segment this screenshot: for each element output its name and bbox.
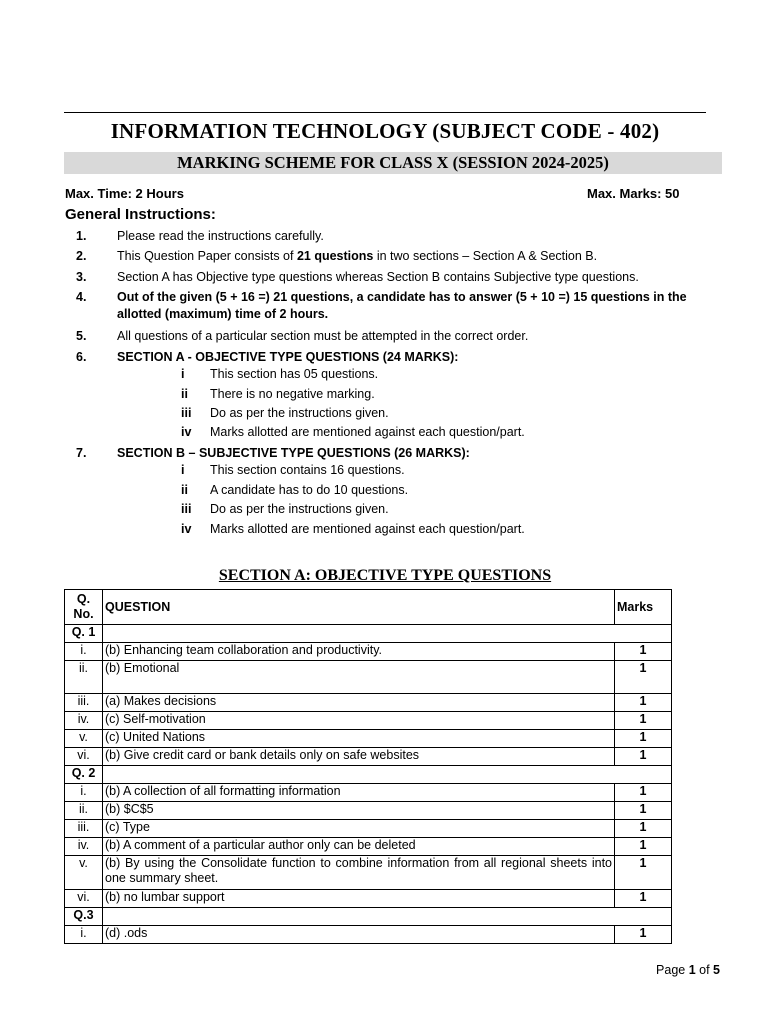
- table-row: v. (b) By using the Consolidate function to combine information from all regional sheets into one summary sheet. 1: [65, 856, 672, 890]
- group-row: Q.3: [65, 908, 672, 926]
- section-a-title: SECTION A: OBJECTIVE TYPE QUESTIONS: [218, 567, 552, 584]
- table-row: iv. (c) Self-motivation 1: [65, 712, 672, 730]
- answer-table: [64, 589, 672, 944]
- group-row: Q. 2: [65, 766, 672, 784]
- table-row: iii. (c) Type 1: [65, 820, 672, 838]
- table-header-row: [65, 590, 672, 625]
- table-row: i. (b) Enhancing team collaboration and productivity. 1: [65, 643, 672, 661]
- table-row: iv. (b) A comment of a particular author only can be deleted 1: [65, 838, 672, 856]
- group-row: Q. 1: [65, 625, 672, 643]
- max-time: Max. Time: 2 Hours: [65, 186, 184, 201]
- max-marks: Max. Marks: 50: [587, 186, 680, 201]
- col-question-header: QUESTION: [103, 590, 615, 625]
- table-row: ii. (b) Emotional 1: [65, 661, 672, 694]
- document-subtitle: MARKING SCHEME FOR CLASS X (SESSION 2024-2025): [177, 153, 609, 172]
- table-row: i. (d) .ods 1: [65, 926, 672, 944]
- document-title: INFORMATION TECHNOLOGY (SUBJECT CODE - 402): [110, 119, 660, 143]
- col-marks-header: Marks: [615, 590, 672, 625]
- table-row: ii. (b) $C$5 1: [65, 802, 672, 820]
- table-row: iii. (a) Makes decisions 1: [65, 694, 672, 712]
- col-qno-header: Q. No.: [65, 590, 103, 625]
- table-row: vi. (b) no lumbar support 1: [65, 890, 672, 908]
- table-row: v. (c) United Nations 1: [65, 730, 672, 748]
- header-rule: [64, 112, 706, 113]
- table-row: i. (b) A collection of all formatting information 1: [65, 784, 672, 802]
- table-row: vi. (b) Give credit card or bank details only on safe websites 1: [65, 748, 672, 766]
- page-number: Page 1 of 5: [656, 963, 720, 977]
- instructions-heading: General Instructions:: [65, 206, 216, 223]
